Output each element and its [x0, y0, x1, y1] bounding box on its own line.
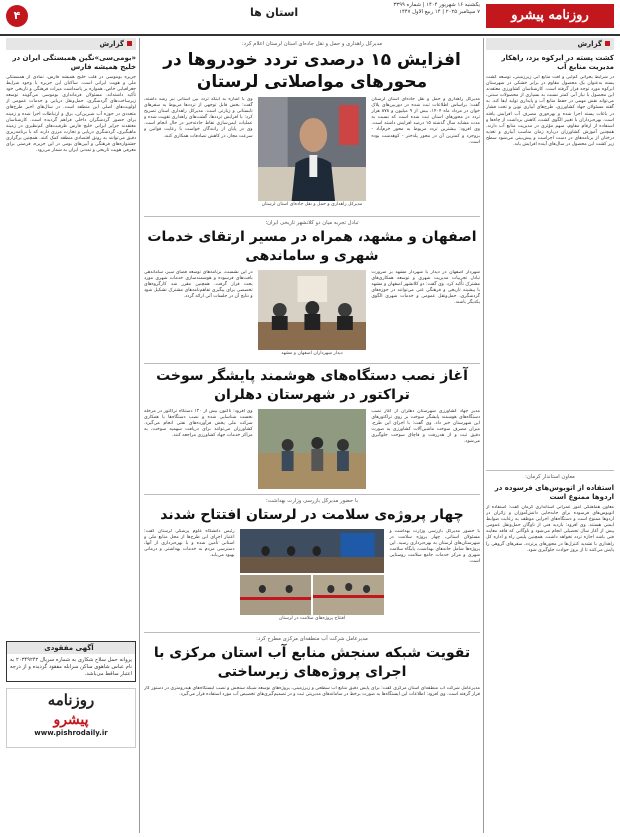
column-divider-left: [139, 38, 140, 833]
article-title: استفاده از اتوبوس‌های فرسوده در اردوها ممنوع است: [494, 484, 614, 501]
article-body: شهردار اصفهان در دیدار با شهردار مشهد بر ضرورت تبادل تجربیات مدیریت شهری و توسعه همکاری‌های مشترک تأکید کرد. وی گفت: دو کلانشهر اصفهان و مشهد با پیشینه تاریخی و فرهنگی غنی می‌توانند در حوزه‌های گردشگری، حمل‌ونقل عمومی و خدمات شهری الگوی یکدیگر باشند.: [371, 270, 480, 306]
lead-photo: [258, 97, 367, 201]
article-body: مدیر جهاد کشاورزی شهرستان دهلران از آغاز نصب دستگاه‌های هوشمند پایشگر سوخت بر روی تراکتورهای این شهرستان خبر داد. وی گفت: با اجرای این طرح، میزان مصرف سوخت ماشین‌آلات کشاورزی به صورت دقیق ثبت و از هدررفت و قاچاق سوخت جلوگیری می‌شود.: [371, 409, 480, 445]
article-body: با حضور مدیرکل بازرسی وزارت بهداشت و مسئولان استانی، چهار پروژه سلامت در شهرستان‌های لرستان به بهره‌برداری رسید. این پروژه‌ها شامل خانه‌های بهداشت، پایگاه سلامت شهری و مرکز خدمات جامع سلامت روستایی است.: [389, 529, 480, 565]
photo-caption: افتتاح پروژه‌های سلامت در لرستان: [278, 616, 346, 621]
article-layout: [144, 409, 480, 491]
tractor-photo: [258, 409, 367, 489]
article-kicker: معاون استاندار کرمان:: [525, 474, 575, 480]
divider: [144, 363, 480, 364]
article-title: «بومی‌سی»نگین همبستگی ایران در خلیج همیشه فارس: [12, 54, 136, 71]
ribbon-photo-2: [240, 575, 311, 615]
tag-label: گزارش: [99, 40, 124, 48]
meeting-image: [258, 270, 367, 350]
website-link[interactable]: www.pishrodaily.ir: [34, 729, 108, 737]
notice-title: آگهی مفقودی: [7, 642, 135, 654]
left-column: [6, 38, 136, 748]
article-body: وی با اشاره به اینکه تردد بین استانی نیز رشد داشته، گفت: بخش قابل توجهی از ترددها مربوط به سفرهای تابستانی و زیارتی است. مدیرکل راهداری استان تصریح کرد: با افزایش ترددها، گشت‌های راهداری تقویت شده و عملیات ایمن‌سازی نقاط حادثه‌خیز در حال انجام است. وی در پایان از رانندگان خواست با رعایت قوانین و سرعت مجاز، در کاهش تصادفات همکاری کنند.: [143, 97, 253, 139]
newspaper-brand: روزنامه پیشرو: [486, 4, 614, 28]
section-tag-report: [6, 38, 136, 50]
article-kicker: مدیرکل راهداری و حمل و نقل جاده‌ای استان لرستان اعلام کرد:: [241, 41, 383, 47]
ribbon-photos: [240, 575, 385, 615]
article-body: وی افزود: تاکنون بیش از ۱۲۰ دستگاه تراکتور در مرحله نخست شناسایی شده و نصب دستگاه‌ها با همکاری شرکت ملی پخش فرآورده‌های نفتی انجام می‌گیرد. کشاورزان می‌توانند برای دریافت سهمیه سوخت، به مراکز خدمات جهاد کشاورزی مراجعه کنند.: [143, 409, 253, 439]
lead-article-layout: [144, 97, 480, 213]
photo-caption: دیدار شهرداران اصفهان و مشهد: [281, 351, 343, 356]
issue-line-1: یکشنبه ۱۶ شهریور ۱۴۰۴ | شماره ۳۳۹۹: [393, 2, 480, 8]
tag-marker-icon: [605, 41, 610, 46]
section-tag-report: [486, 38, 614, 50]
article-headline: چهار پروژه‌ی سلامت در لرستان افتتاح شدند: [160, 507, 464, 523]
article-body: جزیره بوموسی در قلب خلیج همیشه فارس، نمادی از همبستگی ملی و هویت ایرانی است. ساکنان این جزیره با وجود شرایط جغرافیایی خاص، همواره بر پاسداشت میراث فرهنگی و تاریخی خود تأکید داشته‌اند. مسئولان فرمانداری بوموسی می‌گویند توسعه زیرساخت‌های گردشگری، حمل‌ونقل دریایی و خدمات عمومی از اولویت‌های اصلی این منطقه است. در سال‌های اخیر طرح‌های متعددی در حوزه آب شیرین‌کن، برق و ارتباطات اجرا شده و زمینه برای حضور گردشگران داخلی فراهم گردیده است. کارشناسان معتقدند جزایر ایرانی خلیج فارس ظرفیت‌های کم‌نظیری در زمینه ماهیگیری، گردشگری دریایی و تجارت مرزی دارند که با برنامه‌ریزی دقیق می‌توانند به رونق اقتصادی منطقه کمک کنند. همچنین برگزاری جشنواره‌های فرهنگی و آیین‌های بومی در این جزیره، فرصتی برای معرفی هویت تاریخی و تمدنی ایران به شمار می‌رود.: [6, 75, 136, 154]
article-kicker: با حضور مدیرکل بازرسی وزارت بهداشت؛: [266, 498, 358, 504]
workshop-image: [258, 409, 367, 489]
health-photos-block: [240, 529, 385, 629]
meeting-photo-block: [258, 270, 367, 360]
article-headline: اصفهان و مشهد، همراه در مسیر ارتقای خدمات شهری و ساماندهی: [147, 229, 477, 264]
page-number: ۴: [6, 5, 28, 27]
newspaper-logo-box: [6, 688, 136, 748]
notice-body: پروانه حمل سلاح شکاری به شماره سریال ۲۰۳۴۹۲۴۲ به نام عباس شاهوی ساکن سرابله مفقود گردیده و از درجه اعتبار ساقط می‌باشد.: [10, 657, 133, 677]
official-portrait-image: [258, 97, 367, 201]
article-headline: آغاز نصب دستگاه‌های هوشمند پایشگر سوخت تراکتور در شهرستان دهلران: [156, 368, 468, 403]
section-title: استان ها: [250, 6, 299, 19]
divider: [144, 216, 480, 217]
logo-text-bottom: پیشرو: [53, 712, 89, 728]
ribbon-cutting-image: [240, 575, 311, 615]
lost-notice-box: [6, 641, 136, 682]
column-divider-right: [483, 38, 484, 833]
issue-line-2: ۷ سپتامبر ۲۰۲۵ | ۱۴ ربیع الاول ۱۴۴۷: [399, 9, 480, 15]
right-column: [486, 38, 614, 789]
article-body: در این نشست، برنامه‌های توسعه فضای سبز، ساماندهی بافت‌های فرسوده و هوشمندسازی خدمات شهری مورد بحث قرار گرفت. همچنین مقرر شد کارگروه‌های تخصصی برای پیگیری تفاهم‌نامه‌های مشترک تشکیل شود و نتایج آن در جلسات آتی ارائه گردد.: [143, 270, 253, 300]
article-body: مدیرکل راهداری و حمل و نقل جاده‌ای استان لرستان گفت: براساس اطلاعات ثبت شده در دوربین‌های پلاک خوان در مرداد ماه ۱۴۰۴، بیش از ۹ میلیون و ۸۷۸ هزار تردد در محورهای استان ثبت شده است که نسبت به مدت مشابه سال گذشته ۱۵ درصد افزایش داشته است. وی افزود: بیشترین تردد مربوط به محور خرم‌آباد - بروجرد و کمترین آن در محور پلدختر - کوهدشت بوده است.: [371, 97, 480, 145]
tag-marker-icon: [127, 41, 132, 46]
lead-headline: افزایش ۱۵ درصدی تردد خودروها در محورهای مواصلاتی لرستان: [163, 50, 461, 92]
lead-photo-block: [258, 97, 367, 213]
ribbon-photo-1: [313, 575, 384, 615]
article-body: معاون هماهنگی امور عمرانی استانداری کرمان گفت: استفاده از اتوبوس‌های فرسوده برای جابه‌جایی دانش‌آموزان و زائران در اردوها ممنوع است و دستگاه‌های اجرایی موظف به رعایت ضوابط ایمنی هستند. وی افزود: بازدید فنی از ناوگان حمل‌ونقل عمومی پیش از آغاز سال تحصیلی انجام می‌شود و ناوگانی که فاقد معاینه فنی باشد اجازه تردد نخواهد داشت. همچنین پلیس راه و اداره کل راهداری با تشدید کنترل‌ها در محورهای پرتردد، سفرهای گروهی را پایش می‌کنند تا از بروز حوادث جلوگیری شود.: [486, 505, 614, 553]
article-title: کشت پسته در ابرکوه یزد، راهکار مدیریت منابع آب: [501, 54, 614, 71]
ribbon-cutting-image: [313, 575, 384, 615]
divider: [144, 494, 480, 495]
article-body: در شرایط بحرانی کم‌آبی و افت منابع آبی زیرزمینی، توسعه کشت پسته به‌عنوان یک محصول مقاوم در برابر خشکی در شهرستان ابرکوه مورد توجه قرار گرفته است. کارشناسان کشاورزی معتقدند این محصول با نیاز آبی کمتر نسبت به بسیاری از محصولات سنتی، می‌تواند نقش مهمی در حفظ منابع آب و پایداری تولید ایفا کند. به گفته مسئولان جهاد کشاورزی، طرح‌های آبیاری نوین و تحت فشار در باغات پسته اجرا شده و بهره‌وری مصرف آب افزایش یافته است. بهره‌برداران با تغییر الگوی کشت، کاهش برداشت از چاه‌ها و استفاده از ارقام مقاوم، سهم مؤثری در مدیریت منابع آب دارند. همچنین آموزش کشاورزان درباره زمان مناسب آبیاری و تغذیه درختان از برنامه‌های در دست اجراست و پیش‌بینی می‌شود سطح زیر کشت این محصول در سال‌های آینده افزایش یابد.: [486, 75, 614, 148]
article-kicker: مدیرعامل شرکت آب منطقه‌ای مرکزی مطرح کرد:: [256, 636, 368, 642]
main-column: [144, 38, 480, 746]
article-layout: [144, 529, 480, 629]
tag-label: گزارش: [577, 40, 602, 48]
article-layout: [144, 270, 480, 360]
meeting-photo: [258, 270, 367, 350]
conference-photo: [240, 529, 385, 573]
article-body: مدیرعامل شرکت آب منطقه‌ای استان مرکزی گفت: برای پایش دقیق منابع آب سطحی و زیرزمینی، پروژه‌های توسعه شبکه سنجش و نصب ایستگاه‌های هیدرومتری در دستور کار قرار گرفته است. وی افزود: اطلاعات این ایستگاه‌ها به صورت برخط در سامانه‌های مدیریتی ثبت و در تصمیم‌گیری‌های تخصیص آب مورد استفاده قرار می‌گیرد.: [144, 686, 480, 698]
article-kicker: تبادل تجربه میان دو کلانشهر تاریخی ایران؛: [265, 220, 359, 226]
page-header: [0, 0, 620, 36]
divider: [486, 470, 614, 471]
divider: [144, 632, 480, 633]
photo-caption: مدیرکل راهداری و حمل و نقل جاده‌ای استان لرستان: [261, 202, 363, 207]
conference-image: [240, 529, 385, 573]
issue-info: [365, 2, 480, 16]
logo-text-top: روزنامه: [47, 691, 95, 709]
article-body: رئیس دانشگاه علوم پزشکی لرستان گفت: اعتبار اجرای این طرح‌ها از محل منابع ملی و استانی تأمین شده و با بهره‌برداری از آنها، دسترسی مردم به خدمات بهداشتی و درمانی بهبود می‌یابد.: [143, 529, 235, 559]
article-headline: تقویت شبکه سنجش منابع آب استان مرکزی با اجرای پروژه‌های زیرساختی: [153, 645, 471, 680]
